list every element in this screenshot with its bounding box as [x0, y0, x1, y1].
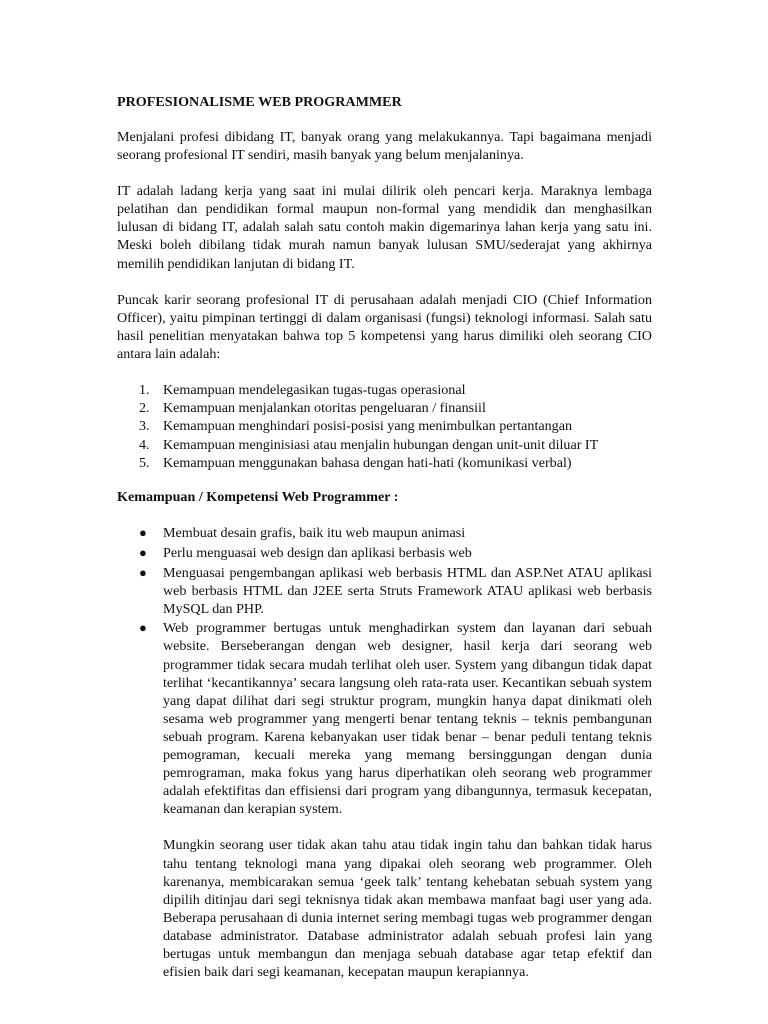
list-number: 2.: [139, 400, 150, 417]
list-number: 5.: [139, 454, 150, 471]
list-number: 3.: [139, 418, 150, 435]
list-item-text: Kemampuan menghindari posisi-posisi yang menimbulkan pertantangan: [163, 418, 573, 435]
cio-competency-list: [117, 381, 652, 472]
bullet-icon: ●: [139, 544, 147, 560]
list-item: [139, 399, 652, 417]
list-item-text: Kemampuan menginisiasi atau menjalin hubungan dengan unit-unit diluar IT: [163, 436, 599, 453]
list-item-text: Kemampuan menjalankan otoritas pengeluaran / finansiil: [163, 400, 486, 417]
bullet-icon: ●: [139, 525, 147, 541]
bullet-icon: ●: [139, 620, 147, 636]
list-number: 1.: [139, 382, 150, 399]
bullet-icon: ●: [139, 564, 147, 580]
bullet-text: Menguasai pengembangan aplikasi web berbasis HTML dan ASP.Net ATAU aplikasi web berbasis HTML dan J2EE serta Struts Framework ATAU aplikasi web berbasis MySQL dan PHP.: [163, 564, 652, 617]
bullet-text: Perlu menguasai web design dan aplikasi berbasis web: [163, 544, 472, 561]
bullet-item: [139, 619, 652, 981]
document-title: PROFESIONALISME WEB PROGRAMMER: [117, 94, 402, 110]
list-item: [139, 454, 652, 472]
list-item-text: Kemampuan mendelegasikan tugas-tugas operasional: [163, 382, 466, 399]
bullet-item: [139, 564, 652, 618]
list-item: [139, 436, 652, 454]
bullet-item: [139, 544, 652, 562]
list-item: [139, 381, 652, 399]
paragraph-cio: Puncak karir seorang profesional IT di perusahaan adalah menjadi CIO (Chief Information Officer), yaitu pimpinan tertinggi di dalam organisasi (fungsi) teknologi informasi. Salah satu hasil penelitian menyatakan bahwa top 5 kompetensi yang harus dimiliki oleh seorang CIO antara lain adalah:: [117, 291, 652, 362]
web-programmer-competency-list: [117, 524, 652, 981]
list-item-text: Kemampuan menggunakan bahasa dengan hati-hati (komunikasi verbal): [163, 454, 572, 471]
bullet-text: Membuat desain grafis, baik itu web maupun animasi: [163, 525, 466, 542]
paragraph-it-field: IT adalah ladang kerja yang saat ini mulai dilirik oleh pencari kerja. Maraknya lembaga pelatihan dan pendidikan formal maupun non-formal yang mendidik dan menghasilkan lulusan di bidang IT, adalah salah satu contoh makin digemarinya lahan kerja yang satu ini. Meski boleh dibilang tidak murah namun banyak lulusan SMU/sederajat yang akhirnya memilih pendidikan lanjutan di bidang IT.: [117, 183, 652, 272]
section-subheading: Kemampuan / Kompetensi Web Programmer :: [117, 489, 399, 506]
document-page: [117, 93, 652, 983]
list-number: 4.: [139, 436, 150, 453]
bullet-text: Web programmer bertugas untuk menghadirkan system dan layanan dari sebuah website. Berseberangan dengan web designer, hasil kerja dari seorang web programmer tidak secara mudah terlihat oleh user. System yang dibangun tidak dapat terlihat ‘kecantikannya’ secara langsung oleh rata-rata user. Kecantikan sebuah system yang dapat dilihat dari segi struktur program, mungkin hanya dapat dinikmati oleh sesama web programmer yang mengerti benar tentang teknis – teknis pembangunan sebuah program. Karena kebanyakan user tidak benar – benar peduli tentang teknis pemograman, kecuali mereka yang memang bersinggungan dengan dunia pemrograman, maka fokus yang harus diperhatikan oleh seorang web programmer adalah efektifitas dan effisiensi dari program yang dibangunnya, termasuk kecepatan, keamanan dan kerapian system.: [163, 620, 652, 818]
list-item: [139, 417, 652, 435]
paragraph-intro: Menjalani profesi dibidang IT, banyak orang yang melakukannya. Tapi bagaimana menjadi seorang profesional IT sendiri, masih banyak yang belum menjalaninya.: [117, 129, 652, 164]
bullet-text-continued: Mungkin seorang user tidak akan tahu atau tidak ingin tahu dan bahkan tidak harus tahu tentang teknologi mana yang dipakai oleh seorang web programmer. Oleh karenanya, membicarakan semua ‘geek talk’ tentang kehebatan sebuah system yang dipilih ditinjau dari segi teknisnya tidak akan membawa manfaat bagi user yang ada. Beberapa perusahaan di dunia internet sering membagi tugas web programmer dengan database administrator. Database administrator adalah sebuah profesi lain yang bertugas untuk membangun dan menjaga sebuah database agar tetap efektif dan efisien baik dari segi keamanan, kecepatan maupun kerapiannya.: [163, 837, 652, 981]
bullet-item: [139, 524, 652, 542]
